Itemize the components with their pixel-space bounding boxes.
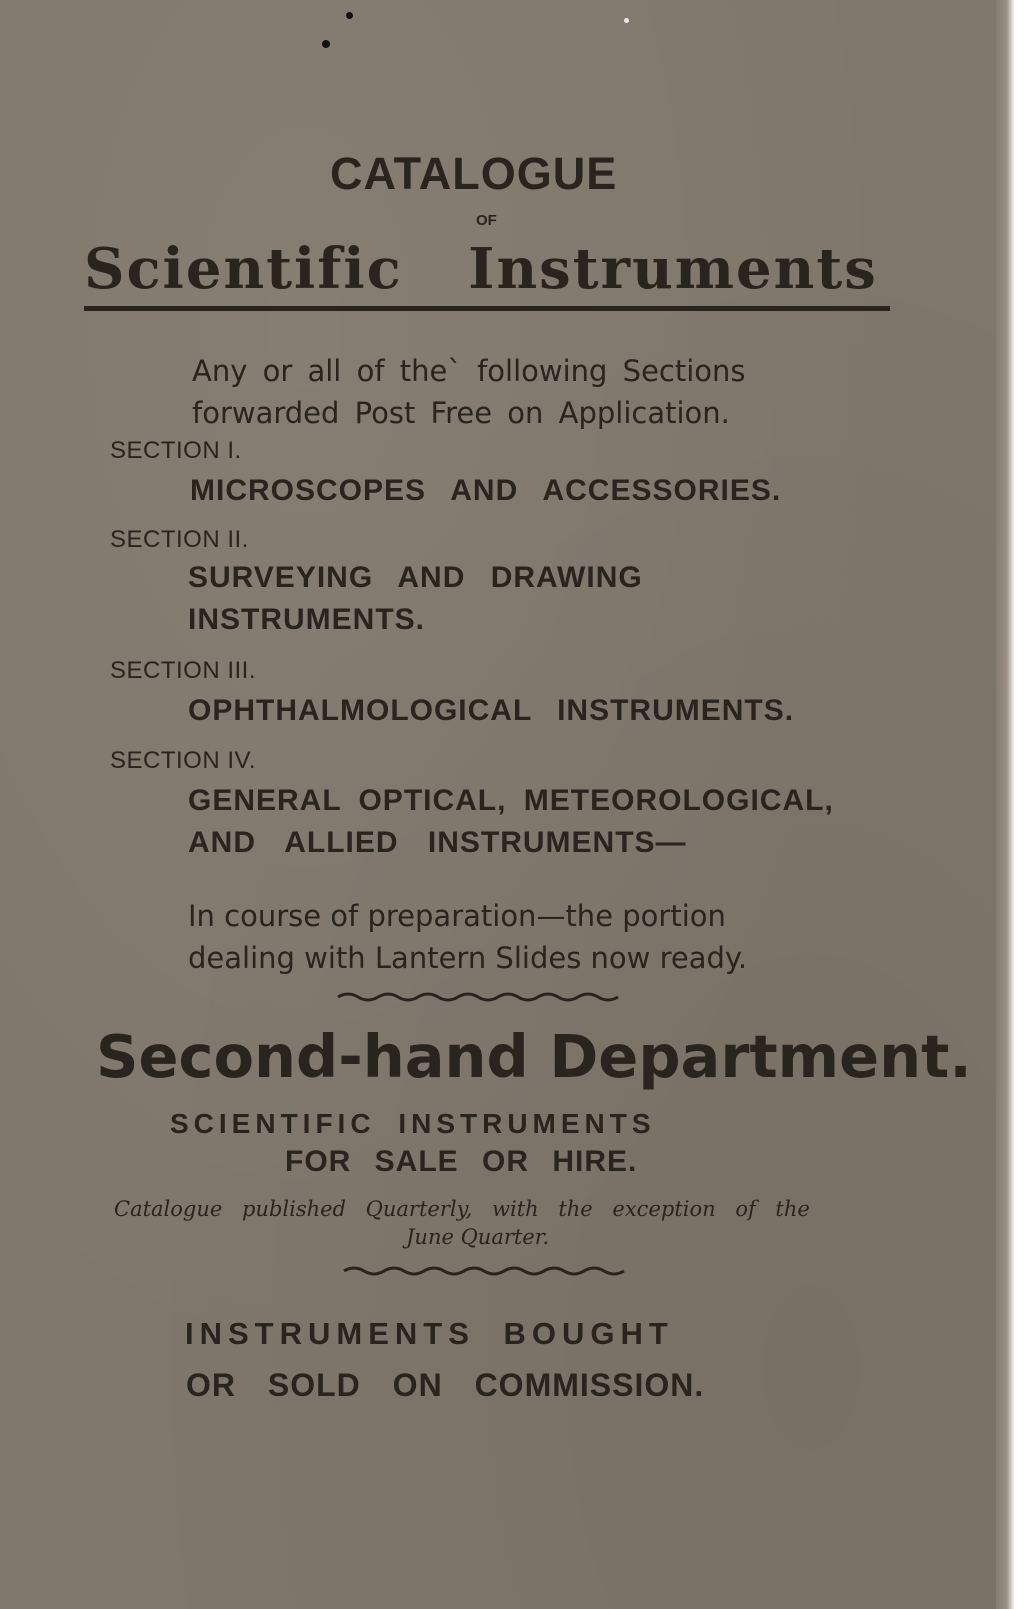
department-subheading: FOR SALE OR HIRE. — [285, 1145, 638, 1178]
section-title-line: GENERAL OPTICAL, METEOROLOGICAL, — [188, 784, 834, 817]
binding-hole — [346, 12, 353, 19]
section-title — [188, 557, 643, 641]
title-connector: OF — [476, 212, 497, 229]
intro-line: forwarded Post Free on Application. — [192, 396, 730, 430]
section-title — [188, 690, 794, 732]
section-title — [190, 470, 781, 512]
section-title — [188, 780, 834, 864]
binding-hole — [322, 40, 330, 48]
section-title-line: AND ALLIED INSTRUMENTS— — [188, 826, 687, 859]
section-title-line: OPHTHALMOLOGICAL INSTRUMENTS. — [188, 694, 795, 727]
intro-line: Any or all of the` following Sections — [192, 354, 746, 388]
paper-edge — [996, 0, 1014, 1609]
section-label: SECTION II. — [110, 526, 249, 553]
wavy-divider — [342, 1264, 632, 1278]
page-subtitle: Scientific Instruments — [84, 236, 878, 302]
intro-text — [192, 350, 746, 434]
footer-line: OR SOLD ON COMMISSION. — [186, 1367, 705, 1403]
section-title-line: MICROSCOPES AND ACCESSORIES. — [190, 474, 782, 507]
preparation-line: In course of preparation—the portion — [188, 899, 726, 933]
preparation-note — [188, 895, 747, 979]
wavy-divider — [336, 990, 626, 1004]
catalogue-note: June Quarter. — [406, 1225, 550, 1249]
department-heading: Second-hand Department. — [96, 1022, 972, 1091]
page-title: CATALOGUE — [330, 148, 618, 199]
section-label: SECTION III. — [110, 657, 257, 684]
section-label: SECTION I. — [110, 437, 242, 464]
section-title-line: SURVEYING AND DRAWING — [188, 561, 643, 594]
footer-line: INSTRUMENTS BOUGHT — [185, 1316, 674, 1351]
preparation-line: dealing with Lantern Slides now ready. — [188, 941, 748, 975]
paper-speck — [624, 18, 629, 23]
catalogue-note: Catalogue published Quarterly, with the exception of the — [114, 1197, 810, 1221]
title-rule — [84, 306, 890, 311]
section-title-line: INSTRUMENTS. — [188, 603, 425, 636]
department-subheading: SCIENTIFIC INSTRUMENTS — [170, 1108, 656, 1139]
section-label: SECTION IV. — [110, 747, 256, 774]
